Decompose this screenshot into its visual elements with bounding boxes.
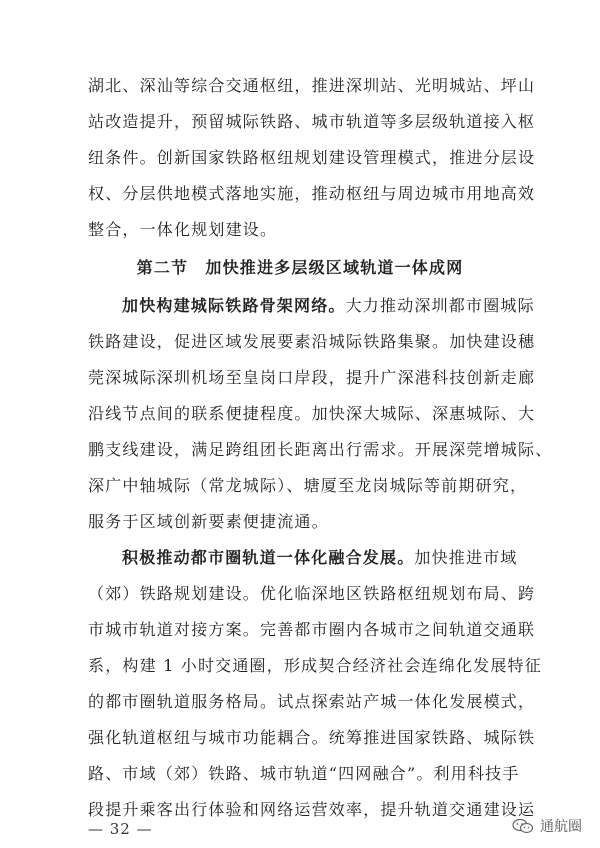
page-number: — 32 —: [88, 820, 153, 838]
text-line: 湖北、深汕等综合交通枢纽，推进深圳站、光明城站、坪山: [88, 76, 536, 95]
paragraph-lead: 加快构建城际铁路骨架网络。: [122, 296, 346, 315]
text-line: 整合，一体化规划建设。: [88, 220, 278, 239]
paragraph-first-line: [122, 548, 518, 568]
text-line: 段提升乘客出行体验和网络运营效率，提升轨道交通建设运: [88, 800, 536, 819]
text-line: 强化轨道枢纽与城市功能耦合。统筹推进国家铁路、城际铁: [88, 728, 536, 747]
text-line: 服务于区域创新要素便捷流通。: [88, 512, 329, 531]
wechat-icon: [512, 818, 534, 834]
paragraph-first-line: [122, 296, 535, 316]
text-line: 纽条件。创新国家铁路枢纽规划建设管理模式，推进分层设: [88, 148, 536, 167]
paragraph-lead: 积极推动都市圈轨道一体化融合发展。: [122, 548, 415, 567]
section-heading: 第二节 加快推进多层级区域轨道一体成网: [136, 258, 464, 277]
text-line: 站改造提升，预留城际铁路、城市轨道等多层级轨道接入枢: [88, 112, 536, 131]
watermark-text: 通航圈: [540, 819, 582, 835]
paragraph-text: 大力推动深圳都市圈城际: [345, 296, 535, 315]
watermark: [512, 816, 582, 836]
text-line: （郊）铁路规划建设。优化临深地区铁路枢纽规划布局、跨: [88, 584, 536, 603]
text-line: 路、市域（郊）铁路、城市轨道“四网融合”。利用科技手: [88, 764, 520, 783]
text-line: 权、分层供地模式落地实施，推动枢纽与周边城市用地高效: [88, 184, 536, 203]
text-line: 的都市圈轨道服务格局。试点探索站产城一体化发展模式，: [88, 692, 536, 711]
paragraph-text: 加快推进市域: [414, 548, 518, 567]
text-line: 沿线节点间的联系便捷程度。加快深大城际、深惠城际、大: [88, 404, 536, 423]
text-line: 铁路建设，促进区域发展要素沿城际铁路集聚。加快建设穗: [88, 332, 536, 351]
text-line: 深广中轴城际（常龙城际）、塘厦至龙岗城际等前期研究，: [88, 476, 528, 495]
text-line: 系，构建 1 小时交通圈，形成契合经济社会连绵化发展特征: [88, 656, 542, 675]
text-line: 市城市轨道对接方案。完善都市圈内各城市之间轨道交通联: [88, 620, 536, 639]
text-line: 莞深城际深圳机场至皇岗口岸段，提升广深港科技创新走廊: [88, 368, 536, 387]
text-line: 鹏支线建设，满足跨组团长距离出行需求。开展深莞增城际、: [88, 440, 553, 459]
